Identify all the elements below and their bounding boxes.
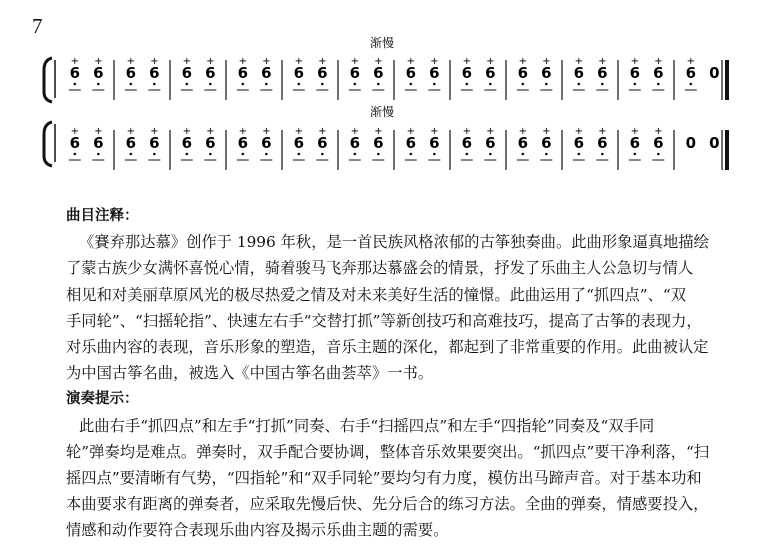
text-body <box>66 203 746 543</box>
music-score <box>0 0 778 200</box>
technique-mark: + <box>70 126 79 137</box>
technique-mark: + <box>262 56 271 67</box>
octave-dot <box>522 153 525 156</box>
technique-mark: + <box>182 126 191 137</box>
octave-dot <box>466 153 469 156</box>
technique-mark: + <box>374 56 383 67</box>
technique-mark: + <box>182 56 191 67</box>
octave-dot <box>209 153 212 156</box>
octave-dot <box>377 83 380 86</box>
octave-dot <box>522 83 525 86</box>
octave-dot <box>634 153 637 156</box>
technique-mark: + <box>542 56 551 67</box>
octave-dot <box>153 83 156 86</box>
octave-dot <box>410 83 413 86</box>
note-digit: 0 <box>709 64 720 82</box>
octave-dot <box>74 83 77 86</box>
technique-mark: + <box>462 56 471 67</box>
note-digit: 0 <box>685 134 697 152</box>
octave-dot <box>354 83 357 86</box>
notes-line: 手同轮”、“扫摇轮指”、快速左右手“交替打抓”等新创技巧和高难技巧，提高了古筝的表现力， <box>66 311 702 330</box>
technique-mark: + <box>318 56 327 67</box>
octave-dot <box>265 83 268 86</box>
notes-line: 了蒙古族少女满怀喜悦心情，骑着骏马飞奔那达慕盛会的情景，抒发了乐曲主人公急切与情人 <box>66 259 694 278</box>
technique-mark: + <box>518 126 527 137</box>
tips-line: 本曲要求有距离的弹奏者，应采取先慢后快、先分后合的练习方法。全曲的弹奏，情感要投入， <box>66 495 709 514</box>
note-digit: 6 <box>93 134 104 152</box>
technique-mark: + <box>238 126 247 137</box>
technique-mark: + <box>262 126 271 137</box>
technique-mark: + <box>206 56 215 67</box>
note-digit: 6 <box>597 134 608 152</box>
octave-dot <box>153 153 156 156</box>
octave-dot <box>321 83 324 86</box>
technique-mark: + <box>150 56 159 67</box>
technique-mark: + <box>94 126 103 137</box>
octave-dot <box>298 153 301 156</box>
octave-dot <box>242 83 245 86</box>
octave-dot <box>242 153 245 156</box>
technique-mark: + <box>430 126 439 137</box>
octave-dot <box>545 83 548 86</box>
technique-mark: + <box>238 56 247 67</box>
note-digit: 6 <box>69 134 81 152</box>
note-digit: 6 <box>573 134 585 152</box>
note-digit: 6 <box>429 134 440 152</box>
technique-mark: + <box>406 56 415 67</box>
note-digit: 6 <box>349 134 361 152</box>
octave-dot <box>130 153 133 156</box>
notes-line: 相见和对美丽草原风光的极尽热爱之情及对未来美好生活的憧憬。此曲运用了“抓四点”、“双 <box>66 285 687 304</box>
note-digit: 6 <box>293 64 305 82</box>
tempo-mark-lower: 渐慢 <box>370 105 395 119</box>
technique-mark: + <box>654 126 663 137</box>
octave-dot <box>657 153 660 156</box>
note-digit: 6 <box>485 134 496 152</box>
octave-dot <box>601 153 604 156</box>
octave-dot <box>410 153 413 156</box>
note-digit: 6 <box>405 64 417 82</box>
octave-dot <box>489 153 492 156</box>
note-digit: 6 <box>93 64 104 82</box>
octave-dot <box>97 153 100 156</box>
octave-dot <box>657 83 660 86</box>
technique-mark: + <box>206 126 215 137</box>
octave-dot <box>578 83 581 86</box>
octave-dot <box>186 153 189 156</box>
note-digit: 6 <box>653 64 664 82</box>
technique-mark: + <box>70 56 79 67</box>
technique-mark: + <box>686 56 695 67</box>
octave-dot <box>433 153 436 156</box>
note-digit: 6 <box>373 64 384 82</box>
technique-mark: + <box>126 126 135 137</box>
octave-dot <box>578 153 581 156</box>
note-digit: 6 <box>149 64 160 82</box>
octave-dot <box>209 83 212 86</box>
octave-dot <box>690 83 693 86</box>
tips-line: 此曲右手“抓四点”和左手“打抓”同奏、右手“扫摇四点”和左手“四指轮”同奏及“双手同 <box>79 416 655 435</box>
page-number: 7 <box>32 14 43 38</box>
octave-dot <box>298 83 301 86</box>
note-digit: 6 <box>373 134 384 152</box>
tips-heading: 演奏提示： <box>66 391 139 408</box>
octave-dot <box>545 153 548 156</box>
octave-dot <box>354 153 357 156</box>
note-digit: 6 <box>125 134 137 152</box>
technique-mark: + <box>574 126 583 137</box>
note-digit: 6 <box>517 64 529 82</box>
technique-mark: + <box>598 56 607 67</box>
octave-dot <box>433 83 436 86</box>
technique-mark: + <box>126 56 135 67</box>
tips-line: 情感和动作要符合表现乐曲内容及揭示乐曲主题的需要。 <box>66 521 449 540</box>
note-digit: 6 <box>541 64 552 82</box>
note-digit: 6 <box>317 134 328 152</box>
note-digit: 6 <box>405 134 417 152</box>
notes-line: 为中国古筝名曲，被选入《中国古筝名曲荟萃》一书。 <box>66 364 434 383</box>
tips-line: 轮”弹奏均是难点。弹奏时，双手配合要协调，整体音乐效果要突出。“抓四点”要干净利落，“扫 <box>66 442 710 461</box>
note-digit: 6 <box>541 134 552 152</box>
note-digit: 6 <box>597 64 608 82</box>
note-digit: 0 <box>709 134 720 152</box>
technique-mark: + <box>630 56 639 67</box>
note-digit: 6 <box>261 64 272 82</box>
note-digit: 6 <box>237 64 249 82</box>
technique-mark: + <box>430 56 439 67</box>
note-digit: 6 <box>261 134 272 152</box>
octave-dot <box>97 83 100 86</box>
note-digit: 6 <box>181 64 193 82</box>
note-digit: 6 <box>461 64 473 82</box>
technique-mark: + <box>350 126 359 137</box>
note-digit: 6 <box>485 64 496 82</box>
technique-mark: + <box>374 126 383 137</box>
octave-dot <box>601 83 604 86</box>
note-digit: 6 <box>461 134 473 152</box>
note-digit: 6 <box>205 64 216 82</box>
note-digit: 6 <box>349 64 361 82</box>
octave-dot <box>130 83 133 86</box>
octave-dot <box>634 83 637 86</box>
note-digit: 6 <box>125 64 137 82</box>
technique-mark: + <box>318 126 327 137</box>
octave-dot <box>265 153 268 156</box>
note-digit: 6 <box>293 134 305 152</box>
technique-mark: + <box>518 56 527 67</box>
lower-brace <box>44 122 52 166</box>
note-digit: 6 <box>149 134 160 152</box>
technique-mark: + <box>150 126 159 137</box>
technique-mark: + <box>462 126 471 137</box>
notes-line: 《賽弃那达慕》创作于 1996 年秋，是一首民族风格浓郁的古筝独奏曲。此曲形象逼真地描绘 <box>79 233 709 252</box>
technique-mark: + <box>406 126 415 137</box>
note-digit: 6 <box>317 64 328 82</box>
technique-mark: + <box>294 126 303 137</box>
technique-mark: + <box>294 56 303 67</box>
technique-mark: + <box>350 56 359 67</box>
note-digit: 6 <box>517 134 529 152</box>
octave-dot <box>74 153 77 156</box>
octave-dot <box>466 83 469 86</box>
tips-line: 摇四点”要清晰有气势，“四指轮”和“双手同轮”要均匀有力度，模仿出马蹄声音。对于基本功和 <box>66 468 702 487</box>
note-digit: 6 <box>429 64 440 82</box>
octave-dot <box>377 153 380 156</box>
technique-mark: + <box>574 56 583 67</box>
note-digit: 6 <box>237 134 249 152</box>
notes-line: 对乐曲内容的表现，音乐形象的塑造，音乐主题的深化，都起到了非常重要的作用。此曲被认定 <box>66 337 709 356</box>
note-digit: 6 <box>205 134 216 152</box>
technique-mark: + <box>486 126 495 137</box>
octave-dot <box>321 153 324 156</box>
note-digit: 6 <box>629 134 641 152</box>
note-digit: 6 <box>685 64 697 82</box>
tempo-mark-upper: 渐慢 <box>370 36 395 50</box>
notes-heading: 曲目注释： <box>66 208 139 224</box>
technique-mark: + <box>94 56 103 67</box>
octave-dot <box>186 83 189 86</box>
technique-mark: + <box>542 126 551 137</box>
note-digit: 6 <box>573 64 585 82</box>
note-digit: 6 <box>653 134 664 152</box>
note-digit: 6 <box>629 64 641 82</box>
upper-brace <box>44 58 52 102</box>
technique-mark: + <box>486 56 495 67</box>
technique-mark: + <box>654 56 663 67</box>
note-digit: 6 <box>69 64 81 82</box>
technique-mark: + <box>598 126 607 137</box>
technique-mark: + <box>630 126 639 137</box>
octave-dot <box>489 83 492 86</box>
note-digit: 6 <box>181 134 193 152</box>
